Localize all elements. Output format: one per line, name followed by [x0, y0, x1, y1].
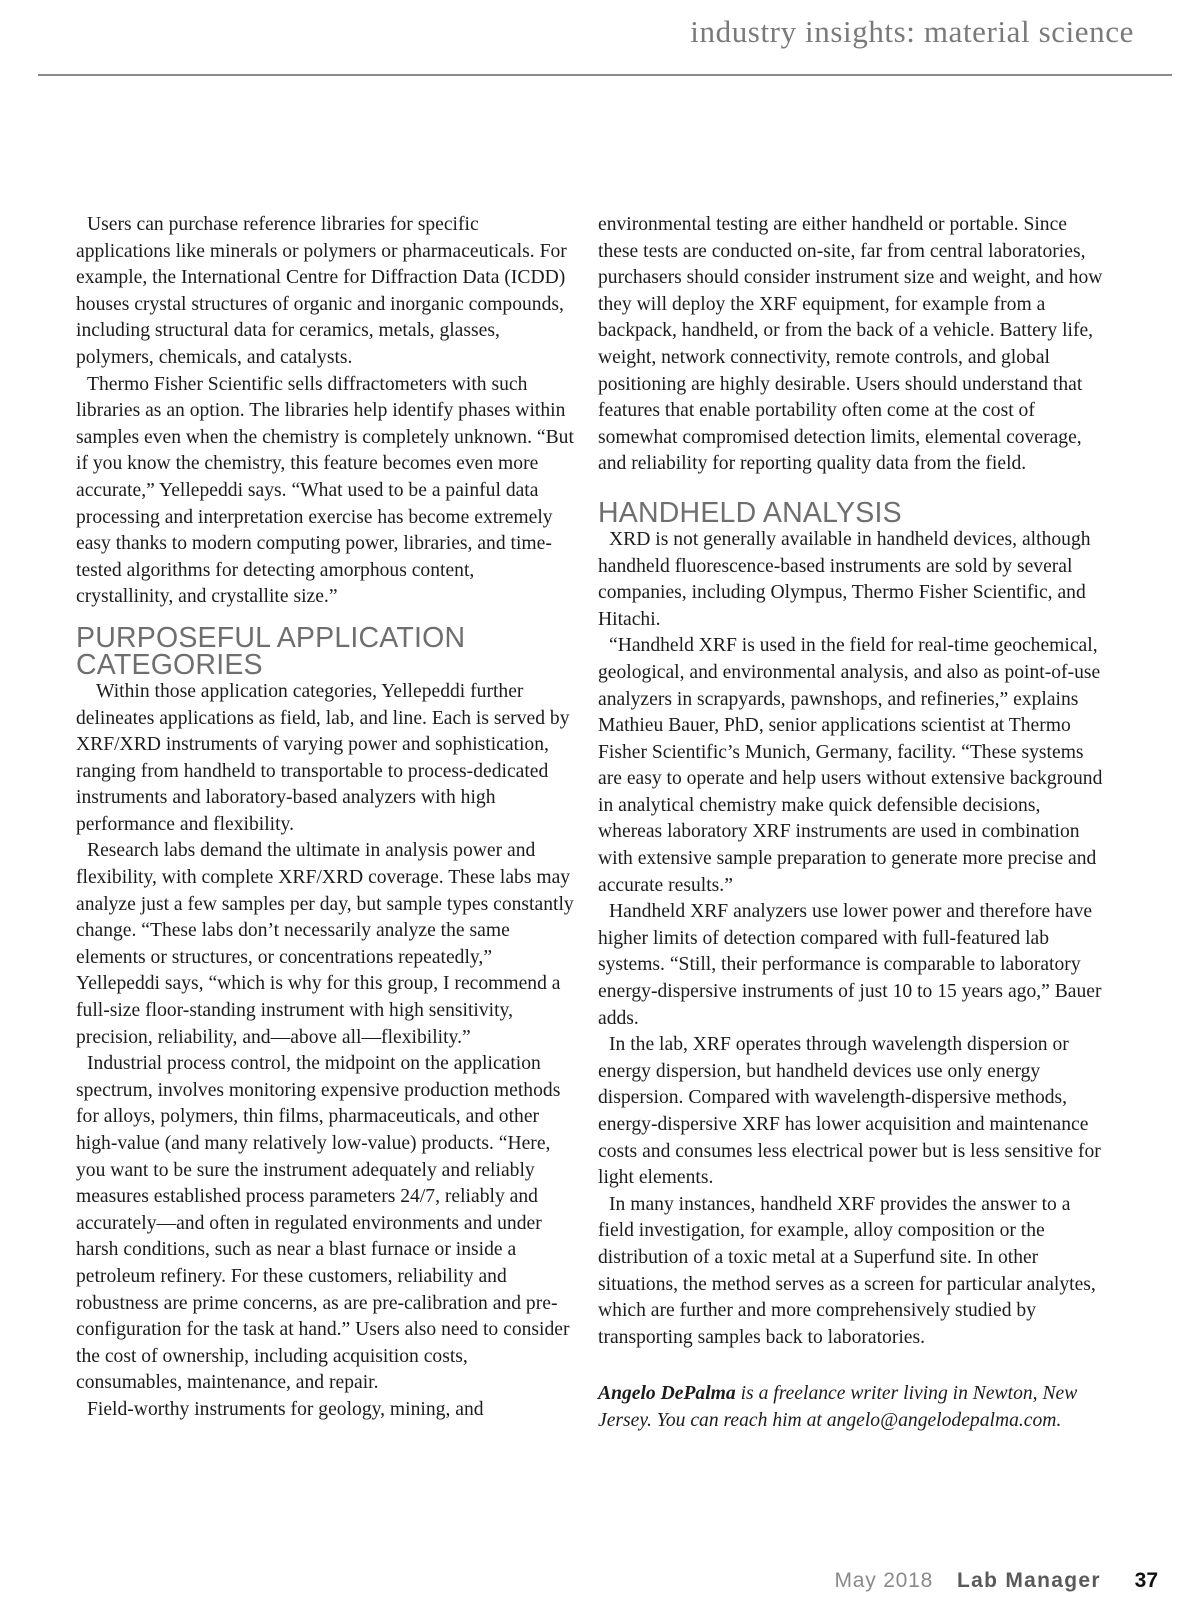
- body-paragraph: Handheld XRF analyzers use lower power and therefore have higher limits of detection compared with full-featured lab systems. “Still, their performance is comparable to laboratory energy-dispersive instruments of just 10 to 15 years ago,” Bauer adds.: [598, 901, 1102, 1029]
- body-paragraph: Field-worthy instruments for geology, mining, and: [87, 1398, 484, 1420]
- issue-date: May 2018: [834, 1569, 934, 1592]
- right-column: [598, 212, 1106, 1435]
- page-number: 37: [1134, 1569, 1158, 1592]
- body-paragraph: Users can purchase reference libraries for specific applications like minerals or polymers or pharmaceuticals. For example, the International Centre for Diffraction Data (ICDD) houses crystal structures of organic and inorganic compounds, including structural data for ceramics, metals, glasses, polymers, chemicals, and catalysts.: [76, 214, 567, 368]
- header-divider: [38, 74, 1172, 76]
- body-paragraph: XRD is not generally available in handheld devices, although handheld fluorescence-based instruments are sold by several companies, including Olympus, Thermo Fisher Scientific, and Hitachi.: [598, 528, 1091, 630]
- body-paragraph: In many instances, handheld XRF provides the answer to a field investigation, for example, alloy composition or the distribution of a toxic metal at a Superfund site. In other situations, the method serves as a screen for particular analytes, which are further and more comprehensively studied by transporting samples back to laboratories.: [598, 1193, 1096, 1348]
- body-paragraph: In the lab, XRF operates through wavelength dispersion or energy dispersion, but handheld devices use only energy dispersion. Compared with wavelength-dispersive methods, energy-dispersive XRF has lower acquisition and maintenance costs and consumes less electrical power but is less sensitive for light elements.: [598, 1034, 1101, 1189]
- body-paragraph: Research labs demand the ultimate in analysis power and flexibility, with complete XRF/XRD coverage. These labs may analyze just a few samples per day, but sample types constantly change. “These labs don’t necessarily analyze the same elements or structures, or concentrations repeatedly,” Yellepeddi says, “which is why for this group, I recommend a full-size floor-standing instrument with high sensitivity, precision, reliability, and—above all—flexibility.”: [76, 840, 574, 1048]
- body-paragraph: “Handheld XRF is used in the field for real-time geochemical, geological, and environmental analysis, and also as point-of-use analyzers in scrapyards, pawnshops, and refineries,” explains Mathieu Bauer, PhD, senior applications scientist at Thermo Fisher Scientific’s Munich, Germany, facility. “These systems are easy to operate and help users without extensive background in analytical chemistry make quick defensible decisions, whereas laboratory XRF instruments are used in combination with extensive sample preparation to generate more precise and accurate results.”: [598, 635, 1103, 896]
- body-paragraph: Industrial process control, the midpoint on the application spectrum, involves monitoring expensive production methods for alloys, polymers, thin films, pharmaceuticals, and other high-value (and many relatively low-value) products. “Here, you want to be sure the instrument adequately and reliably measures established process parameters 24/7, reliably and accurately—and often in regulated environments and under harsh conditions, such as near a blast furnace or inside a petroleum refinery. For these customers, reliability and robustness are prime concerns, as are pre-calibration and pre-configuration for the task at hand.” Users also need to consider the cost of ownership, including acquisition costs, consumables, maintenance, and repair.: [76, 1053, 570, 1394]
- magazine-name: Lab Manager: [956, 1569, 1101, 1592]
- page-footer: [835, 1569, 1159, 1593]
- section-heading: PURPOSEFUL APPLICATION CATEGORIES: [76, 621, 466, 681]
- section-heading: HANDHELD ANALYSIS: [598, 496, 902, 529]
- left-column: [76, 212, 576, 1424]
- author-bio-text: is a freelance writer living in Newton, New Jersey. You can reach him at angelo@angelodepalma.com.: [598, 1383, 1078, 1431]
- body-paragraph: Within those application categories, Yellepeddi further delineates applications as field, lab, and line. Each is served by XRF/XRD instruments of varying power and sophistication, ranging from handheld to transportable to process-dedicated instruments and laboratory-based analyzers with high performance and flexibility.: [76, 680, 570, 835]
- running-header: industry insights: material science: [690, 14, 1134, 49]
- author-bio: [598, 1381, 1106, 1434]
- body-paragraph: environmental testing are either handheld or portable. Since these tests are conducted on-site, far from central laboratories, purchasers should consider instrument size and weight, and how they will deploy the XRF equipment, for example from a backpack, handheld, or from the back of a vehicle. Battery life, weight, network connectivity, remote controls, and global positioning are highly desirable. Users should understand that features that enable portability often come at the cost of somewhat compromised detection limits, elemental coverage, and reliability for reporting quality data from the field.: [598, 214, 1103, 475]
- body-paragraph: Thermo Fisher Scientific sells diffractometers with such libraries as an option. The libraries help identify phases within samples even when the chemistry is completely unknown. “But if you know the chemistry, this feature becomes even more accurate,” Yellepeddi says. “What used to be a painful data processing and interpretation exercise has become extremely easy thanks to modern computing power, libraries, and time-tested algorithms for detecting amorphous content, crystallinity, and crystallite size.”: [76, 373, 574, 608]
- author-name: Angelo DePalma: [598, 1383, 736, 1405]
